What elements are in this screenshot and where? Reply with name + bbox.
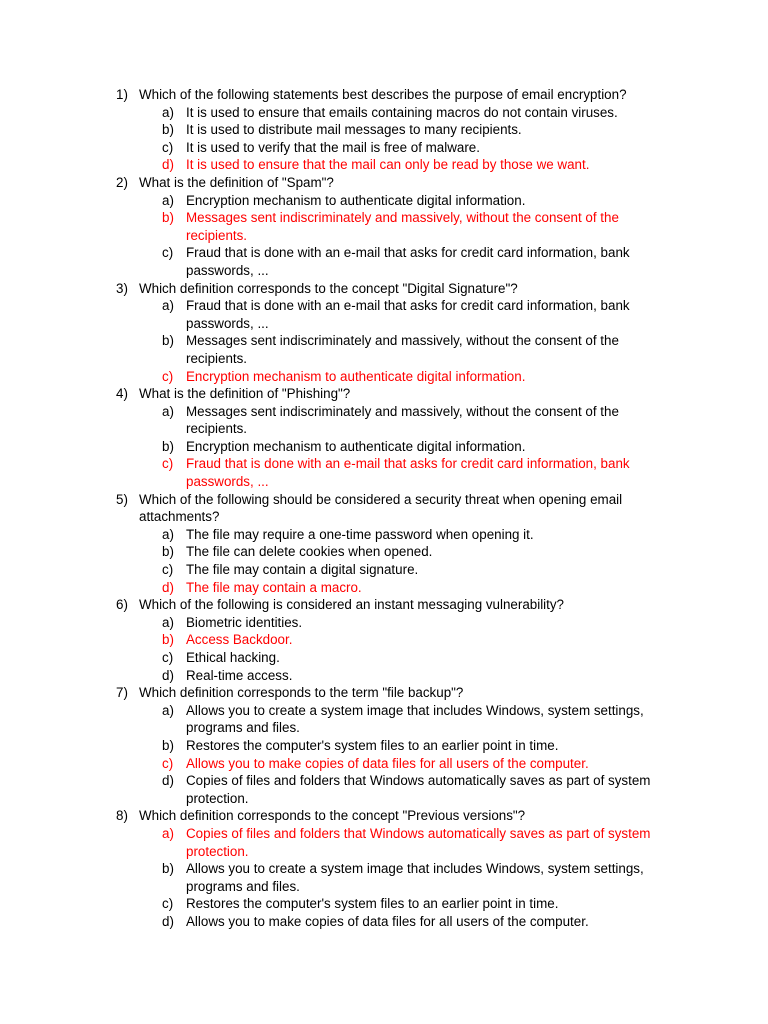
answer-letter: b) bbox=[162, 210, 174, 226]
answer-letter: b) bbox=[162, 737, 174, 753]
answer-8c bbox=[0, 895, 768, 913]
answer-text: Messages sent indiscriminately and massively, without the consent of the recipients. bbox=[186, 210, 619, 243]
answer-4a bbox=[0, 403, 768, 438]
question-number: 1) bbox=[116, 87, 128, 102]
answer-letter: d) bbox=[162, 579, 174, 595]
answer-letter: a) bbox=[162, 192, 174, 208]
answer-text: Encryption mechanism to authenticate digital information. bbox=[186, 368, 526, 384]
answer-letter: d) bbox=[162, 667, 174, 683]
answer-5b bbox=[0, 543, 768, 561]
question-text: What is the definition of "Spam"? bbox=[139, 174, 334, 190]
answer-letter: c) bbox=[162, 245, 174, 261]
answer-text: Encryption mechanism to authenticate digital information. bbox=[186, 192, 526, 208]
question-text: Which definition corresponds to the concept "Previous versions"? bbox=[139, 808, 526, 824]
answer-text: Restores the computer's system files to an earlier point in time. bbox=[186, 737, 559, 753]
question-6 bbox=[0, 596, 768, 684]
question-number: 7) bbox=[116, 685, 128, 701]
question-number: 2) bbox=[116, 174, 128, 190]
answer-text: Access Backdoor. bbox=[186, 632, 293, 648]
answer-text: Real-time access. bbox=[186, 667, 293, 683]
answer-letter: b) bbox=[162, 632, 174, 648]
answer-letter: d) bbox=[162, 773, 174, 789]
answer-letter: d) bbox=[162, 157, 174, 173]
answer-text: Allows you to make copies of data files for all users of the computer. bbox=[186, 755, 589, 771]
answer-list bbox=[0, 825, 768, 931]
answer-3b bbox=[0, 332, 768, 367]
answer-text: Allows you to create a system image that includes Windows, system settings, programs and files. bbox=[186, 702, 644, 736]
answer-1d bbox=[0, 156, 768, 174]
answer-letter: a) bbox=[162, 702, 174, 718]
question-number: 5) bbox=[116, 491, 128, 507]
answer-1b bbox=[0, 121, 768, 139]
question-1 bbox=[0, 86, 768, 174]
answer-letter: c) bbox=[162, 139, 174, 155]
answer-6d bbox=[0, 667, 768, 685]
question-text: Which definition corresponds to the concept "Digital Signature"? bbox=[139, 280, 518, 296]
answer-letter: c) bbox=[162, 368, 174, 384]
question-8 bbox=[0, 807, 768, 930]
answer-7b bbox=[0, 737, 768, 755]
answer-letter: b) bbox=[162, 122, 174, 138]
question-5-line bbox=[0, 491, 768, 526]
answer-letter: d) bbox=[162, 913, 174, 929]
answer-text: Fraud that is done with an e-mail that asks for credit card information, bank passwords, ... bbox=[186, 456, 630, 490]
answer-letter: b) bbox=[162, 438, 174, 454]
answer-letter: c) bbox=[162, 562, 174, 578]
answer-2b bbox=[0, 209, 768, 244]
answer-1c bbox=[0, 139, 768, 157]
question-number: 4) bbox=[116, 386, 128, 402]
answer-text: Allows you to make copies of data files for all users of the computer. bbox=[186, 913, 589, 929]
question-text: Which definition corresponds to the term "file backup"? bbox=[139, 685, 464, 701]
question-8-line bbox=[0, 807, 768, 825]
answer-text: Messages sent indiscriminately and massively, without the consent of the recipients. bbox=[186, 333, 619, 366]
answer-text: Ethical hacking. bbox=[186, 650, 280, 665]
answer-list bbox=[0, 526, 768, 596]
answer-3a bbox=[0, 297, 768, 332]
answer-5d bbox=[0, 579, 768, 597]
answer-3c bbox=[0, 368, 768, 386]
answer-text: It is used to ensure that emails containing macros do not contain viruses. bbox=[186, 104, 618, 120]
question-text: What is the definition of "Phishing"? bbox=[139, 386, 351, 402]
answer-letter: a) bbox=[162, 825, 174, 841]
answer-5a bbox=[0, 526, 768, 544]
answer-8d bbox=[0, 913, 768, 931]
answer-2c bbox=[0, 244, 768, 279]
question-text: Which of the following is considered an instant messaging vulnerability? bbox=[139, 597, 565, 613]
question-7-line bbox=[0, 684, 768, 702]
answer-letter: a) bbox=[162, 403, 174, 419]
answer-list bbox=[0, 403, 768, 491]
answer-text: Copies of files and folders that Windows automatically saves as part of system protection. bbox=[186, 773, 651, 806]
answer-7d bbox=[0, 772, 768, 807]
answer-text: The file can delete cookies when opened. bbox=[186, 544, 433, 560]
question-2-line bbox=[0, 174, 768, 192]
answer-list bbox=[0, 614, 768, 684]
question-1-line bbox=[0, 86, 768, 104]
answer-6b bbox=[0, 631, 768, 649]
answer-list bbox=[0, 297, 768, 385]
answer-4c bbox=[0, 455, 768, 490]
answer-text: It is used to verify that the mail is free of malware. bbox=[186, 139, 480, 155]
answer-7a bbox=[0, 702, 768, 737]
question-3-line bbox=[0, 280, 768, 298]
question-4 bbox=[0, 385, 768, 491]
answer-text: Biometric identities. bbox=[186, 614, 303, 630]
answer-letter: a) bbox=[162, 526, 174, 542]
answer-text: The file may require a one-time password when opening it. bbox=[186, 526, 534, 542]
answer-letter: c) bbox=[162, 456, 174, 472]
answer-1a bbox=[0, 104, 768, 122]
answer-letter: a) bbox=[162, 614, 174, 630]
answer-list bbox=[0, 192, 768, 280]
answer-letter: c) bbox=[162, 896, 174, 912]
answer-text: Copies of files and folders that Windows automatically saves as part of system protection. bbox=[186, 825, 651, 859]
question-2 bbox=[0, 174, 768, 280]
answer-text: It is used to distribute mail messages to many recipients. bbox=[186, 122, 522, 138]
question-3 bbox=[0, 280, 768, 386]
answer-letter: b) bbox=[162, 333, 174, 349]
answer-letter: c) bbox=[162, 755, 174, 771]
answer-8b bbox=[0, 860, 768, 895]
answer-letter: b) bbox=[162, 861, 174, 877]
answer-text: It is used to ensure that the mail can only be read by those we want. bbox=[186, 157, 590, 173]
answer-letter: b) bbox=[162, 544, 174, 560]
answer-6a bbox=[0, 614, 768, 632]
answer-text: Messages sent indiscriminately and massively, without the consent of the recipients. bbox=[186, 403, 619, 437]
quiz-document bbox=[0, 86, 768, 931]
answer-letter: c) bbox=[162, 650, 174, 665]
question-number: 3) bbox=[116, 280, 128, 296]
question-5 bbox=[0, 491, 768, 597]
answer-text: Restores the computer's system files to an earlier point in time. bbox=[186, 896, 559, 912]
question-text: Which of the following statements best describes the purpose of email encryption? bbox=[139, 87, 627, 102]
question-6-line bbox=[0, 596, 768, 614]
answer-text: Fraud that is done with an e-mail that asks for credit card information, bank passwords, ... bbox=[186, 298, 630, 331]
answer-letter: a) bbox=[162, 298, 174, 314]
answer-4b bbox=[0, 438, 768, 456]
question-number: 6) bbox=[116, 597, 128, 613]
answer-text: The file may contain a digital signature. bbox=[186, 562, 419, 578]
question-7 bbox=[0, 684, 768, 807]
answer-5c bbox=[0, 561, 768, 579]
answer-letter: a) bbox=[162, 104, 174, 120]
answer-text: The file may contain a macro. bbox=[186, 579, 362, 595]
answer-text: Allows you to create a system image that includes Windows, system settings, programs and files. bbox=[186, 861, 644, 894]
question-number: 8) bbox=[116, 808, 128, 824]
question-4-line bbox=[0, 385, 768, 403]
answer-2a bbox=[0, 192, 768, 210]
question-text: Which of the following should be considered a security threat when opening email attachments? bbox=[139, 491, 623, 525]
answer-7c bbox=[0, 755, 768, 773]
answer-list bbox=[0, 702, 768, 808]
answer-list bbox=[0, 104, 768, 174]
answer-text: Fraud that is done with an e-mail that asks for credit card information, bank passwords, ... bbox=[186, 245, 630, 278]
answer-text: Encryption mechanism to authenticate digital information. bbox=[186, 438, 526, 454]
answer-8a bbox=[0, 825, 768, 860]
answer-6c bbox=[0, 649, 768, 667]
